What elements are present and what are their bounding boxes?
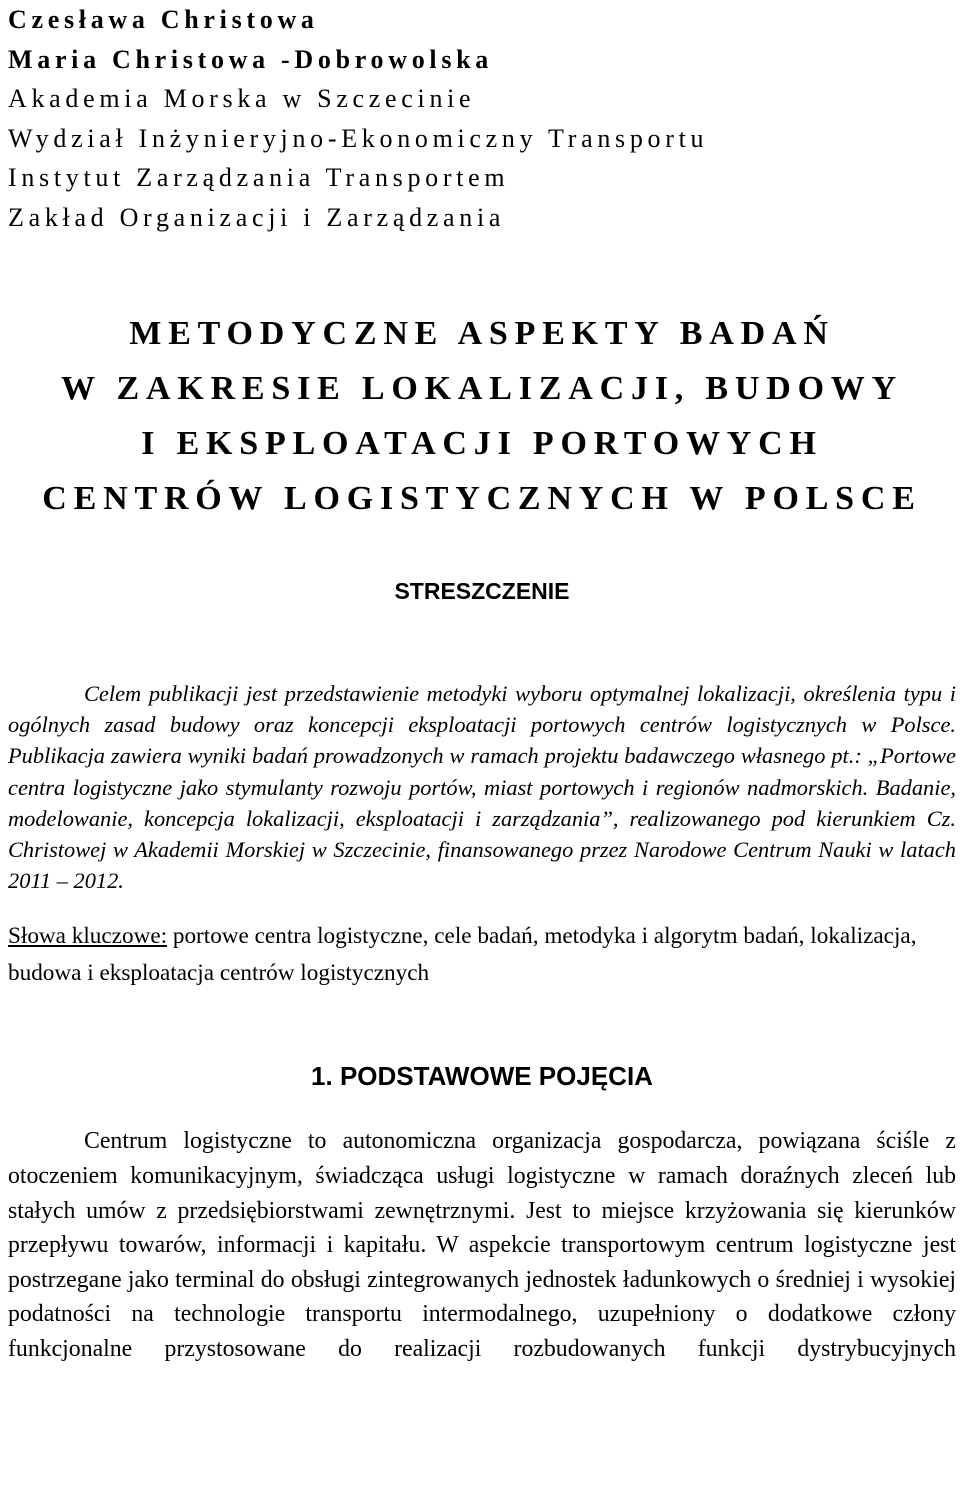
affiliation-university: Akademia Morska w Szczecinie bbox=[8, 84, 476, 113]
title-line-2: W ZAKRESIE LOKALIZACJI, BUDOWY bbox=[61, 370, 903, 407]
section-1-text: Centrum logistyczne to autonomiczna organizacja gospodarcza, powiązana ściśle z otoczeniem komunikacyjnym, świadcząca usługi logistyczne w ramach doraźnych zleceń lub stałych umów z przedsiębiorstwami zewnętrznymi. Jest to miejsce krzyżowania się kierunków przepływu towarów, informacji i kapitału. W aspekcie transportowym centrum logistyczne jest postrzegane jako terminal do obsługi zintegrowanych jednostek ładunkowych o średniej i wysokiej podatności na technologie transportu intermodalnego, uzupełniony o dodatkowe człony funkcjonalne przystosowane do realizacji rozbudowanych funkcji dystrybucyjnych bbox=[8, 1128, 956, 1362]
title-line-1: METODYCZNE ASPEKTY BADAŃ bbox=[129, 315, 835, 352]
keywords-text: portowe centra logistyczne, cele badań, metodyka i algorytm badań, lokalizacja, budowa i eksploatacja centrów logistycznych bbox=[8, 923, 917, 987]
affiliation-department: Zakład Organizacji i Zarządzania bbox=[8, 202, 506, 232]
title-line-4: CENTRÓW LOGISTYCZNYCH W POLSCE bbox=[42, 480, 922, 517]
paper-title bbox=[8, 306, 956, 526]
author-affiliation-block bbox=[8, 0, 956, 237]
abstract-paragraph bbox=[8, 678, 956, 896]
title-line-3: I EKSPLOATACJI PORTOWYCH bbox=[141, 425, 823, 462]
section-1-paragraph bbox=[8, 1124, 956, 1366]
author-name-1: Czesława Christowa bbox=[8, 5, 319, 34]
keywords-label: Słowa kluczowe: bbox=[8, 923, 168, 950]
abstract-text: Celem publikacji jest przedstawienie metodyki wyboru optymalnej lokalizacji, określenia typu i ogólnych zasad budowy oraz koncepcji eksploatacji portowych centrów logistycznych w Polsce. Publikacja zawiera wyniki badań prowadzonych w ramach projektu badawczego własnego pt.: „Portowe centra logistyczne jako stymulanty rozwoju portów, miast portowych i regionów nadmorskich. Badanie, modelowanie, koncepcja lokalizacji, eksploatacji i zarządzania”, realizowanego pod kierunkiem Cz. Christowej w Akademii Morskiej w Szczecinie, finansowanego przez Narodowe Centrum Nauki w latach 2011 – 2012. bbox=[8, 681, 956, 894]
affiliation-institute: Instytut Zarządzania Transportem bbox=[8, 163, 510, 192]
affiliation-faculty: Wydział Inżynieryjno-Ekonomiczny Transportu bbox=[8, 123, 709, 153]
abstract-heading: STRESZCZENIE bbox=[394, 578, 570, 604]
section-heading-1: 1. PODSTAWOWE POJĘCIA bbox=[311, 1061, 653, 1092]
keywords-paragraph bbox=[8, 918, 956, 992]
author-name-2: Maria Christowa -Dobrowolska bbox=[8, 44, 493, 74]
document-page bbox=[8, 0, 956, 1367]
